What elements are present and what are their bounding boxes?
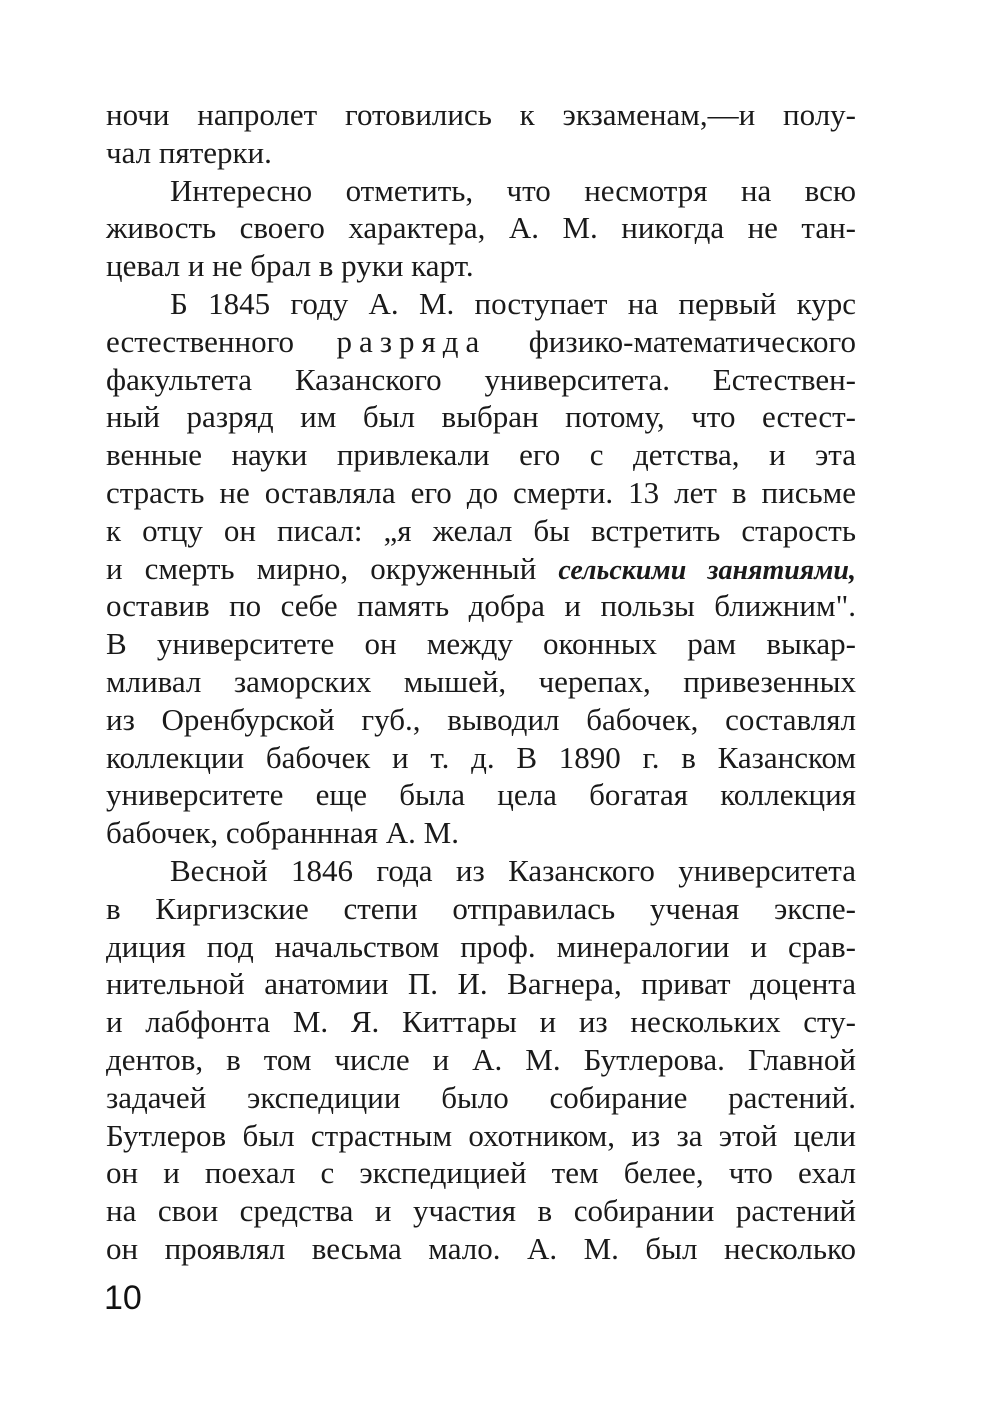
text-line: Бутлеров был страстным охотником, из за этой цели [106, 1117, 856, 1153]
book-page-text [106, 96, 856, 1268]
text-line: оставив по себе память добра и пользы ближним". [106, 588, 856, 624]
text-line: В университете он между оконных рам выкар- [106, 626, 856, 662]
paragraph [106, 285, 856, 852]
text-line: мливал заморских мышей, черепах, привезенных [106, 663, 856, 699]
text-line: ный разряд им был выбран потому, что естест- [106, 399, 856, 435]
emphasized-word: разряда [336, 323, 487, 359]
text-line: факультета Казанского университета. Естествен- [106, 361, 856, 397]
text-line: коллекции бабочек и т. д. В 1890 г. в Казанском [106, 739, 856, 775]
text-line: и лабфонта М. Я. Киттары и из нескольких сту- [106, 1004, 856, 1040]
text-line: Интересно отметить, что несмотря на всю [170, 172, 856, 208]
text-line: бабочек, собраннная А. М. [106, 815, 459, 851]
paragraph [106, 852, 856, 1268]
text-line: в Киргизские степи отправилась ученая экспе- [106, 890, 856, 926]
text-line: венные науки привлекали его с детства, и эта [106, 437, 856, 473]
text-line: диция под начальством проф. минералогии и срав- [106, 928, 856, 964]
text-line: чал пятерки. [106, 134, 272, 170]
text-line: нительной анатомии П. И. Вагнера, приват доцента [106, 966, 856, 1002]
text-line: дентов, в том числе и А. М. Бутлерова. Главной [106, 1041, 856, 1077]
text-line: живость своего характера, А. М. никогда не тан- [106, 210, 856, 246]
text-line: он и поехал с экспедицией тем белее, что ехал [106, 1155, 856, 1191]
text-line: Б 1845 году А. М. поступает на первый курс [170, 285, 856, 321]
paragraph [106, 172, 856, 285]
text-line: к отцу он писал: „я желал бы встретить старость [106, 512, 856, 548]
text-fragment: и смерть мирно, окруженный [106, 550, 559, 586]
text-line: цевал и не брал в руки карт. [106, 248, 474, 284]
text-line: он проявлял весьма мало. А. М. был несколько [106, 1230, 856, 1266]
text-line: университете еще была цела богатая коллекция [106, 777, 856, 813]
text-fragment: естественного [106, 323, 337, 359]
text-line: Весной 1846 года из Казанского университета [170, 852, 856, 888]
text-line [106, 323, 856, 361]
text-line: на свои средства и участия в собирании растений [106, 1193, 856, 1229]
text-line [106, 550, 856, 588]
text-line: ночи напролет готовились к экзаменам,—и полу- [106, 97, 856, 132]
text-line: задачей экспедиции было собирание растений. [106, 1079, 856, 1115]
text-line: из Оренбурской губ., выводил бабочек, составлял [106, 701, 856, 737]
text-line: страсть не оставляла его до смерти. 13 лет в письме [106, 474, 856, 510]
text-fragment: физико-математического [486, 323, 856, 359]
paragraph [106, 96, 856, 172]
italic-quote: сельскими занятиями, [558, 554, 856, 586]
page-number: 10 [104, 1279, 142, 1317]
